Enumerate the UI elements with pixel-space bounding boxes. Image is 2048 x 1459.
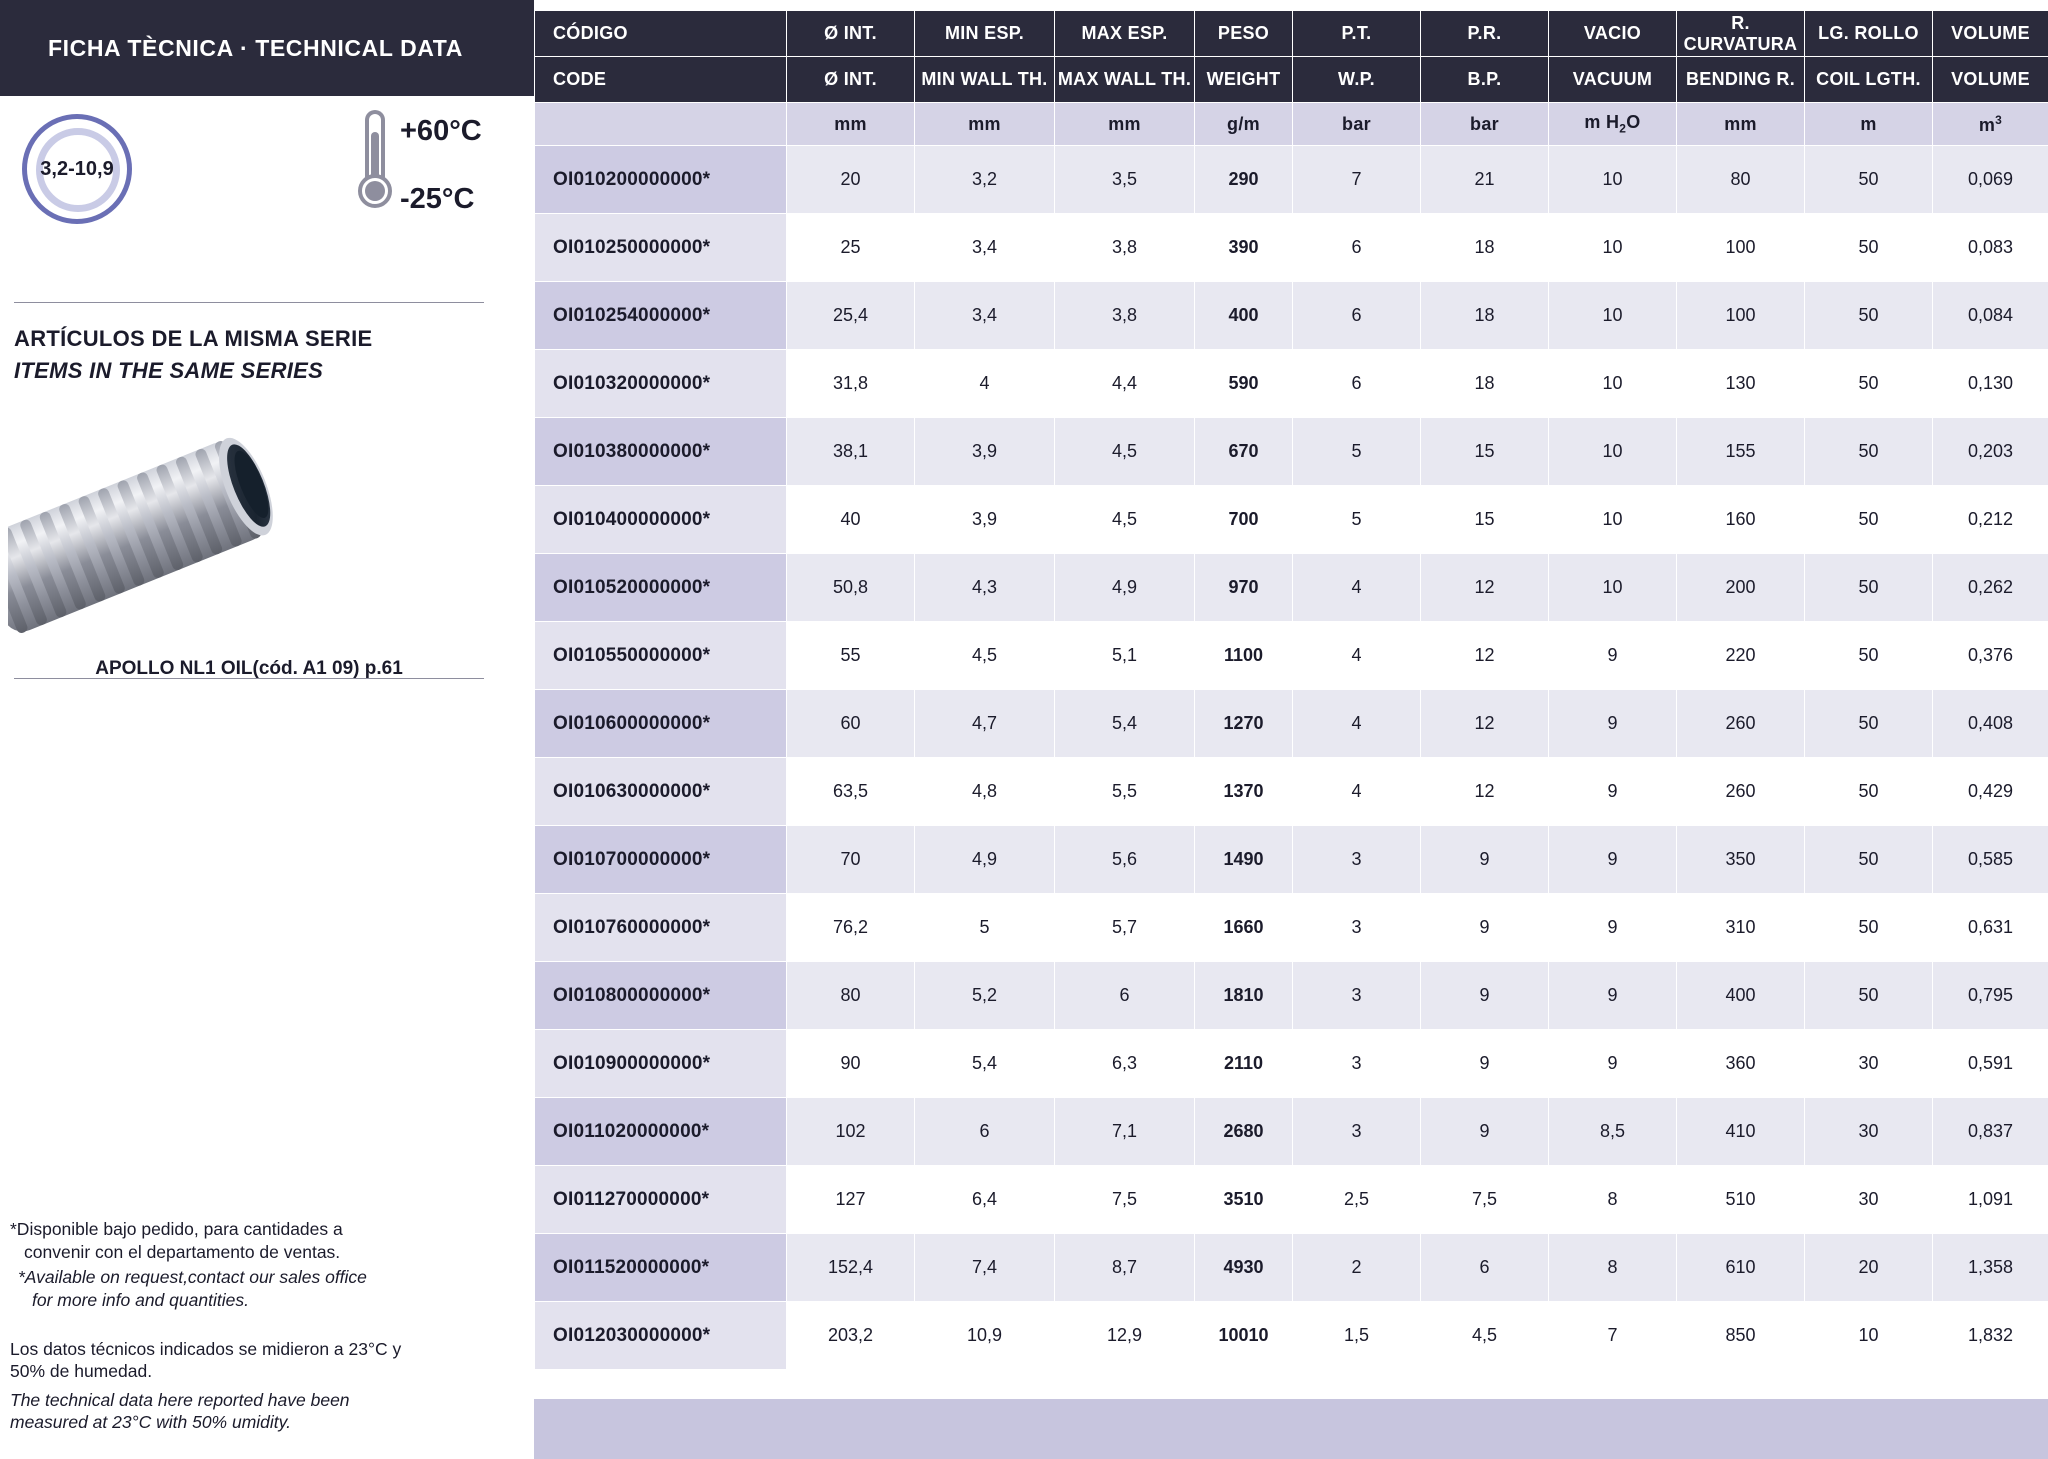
data-cell: 50 <box>1805 758 1933 826</box>
product-code-cell: OI010900000000* <box>535 1030 787 1098</box>
data-cell: 9 <box>1549 826 1677 894</box>
data-cell: 50 <box>1805 350 1933 418</box>
header-es-1: Ø INT. <box>787 11 915 57</box>
left-info-panel <box>0 0 534 1459</box>
data-cell: 0,837 <box>1933 1098 2048 1166</box>
data-cell: 50 <box>1805 622 1933 690</box>
table-row <box>535 282 2048 350</box>
data-cell: 1,358 <box>1933 1234 2048 1302</box>
data-cell: 2 <box>1293 1234 1421 1302</box>
data-cell: 4,7 <box>915 690 1055 758</box>
weight-cell: 290 <box>1195 146 1293 214</box>
data-cell: 25 <box>787 214 915 282</box>
unit-10: $m^3$ <box>1933 103 2048 146</box>
data-cell: 7 <box>1293 146 1421 214</box>
weight-cell: 590 <box>1195 350 1293 418</box>
data-cell: 9 <box>1421 1098 1549 1166</box>
data-cell: 5,7 <box>1055 894 1195 962</box>
data-cell: 260 <box>1677 690 1805 758</box>
data-cell: 3,5 <box>1055 146 1195 214</box>
data-cell: 63,5 <box>787 758 915 826</box>
product-code-cell: OI010600000000* <box>535 690 787 758</box>
data-cell: 5,6 <box>1055 826 1195 894</box>
data-cell: 5,4 <box>915 1030 1055 1098</box>
data-cell: 4,9 <box>1055 554 1195 622</box>
table-row <box>535 1166 2048 1234</box>
data-cell: 9 <box>1421 962 1549 1030</box>
data-cell: 20 <box>1805 1234 1933 1302</box>
product-code-cell: OI010800000000* <box>535 962 787 1030</box>
technical-data-table <box>534 10 2048 1370</box>
table-row <box>535 962 2048 1030</box>
data-cell: 15 <box>1421 418 1549 486</box>
data-cell: 0,408 <box>1933 690 2048 758</box>
data-cell: 4,8 <box>915 758 1055 826</box>
data-cell: 30 <box>1805 1030 1933 1098</box>
data-cell: 3 <box>1293 1098 1421 1166</box>
data-cell: 360 <box>1677 1030 1805 1098</box>
data-cell: 4,4 <box>1055 350 1195 418</box>
product-code-cell: OI011520000000* <box>535 1234 787 1302</box>
data-cell: 5,5 <box>1055 758 1195 826</box>
table-row <box>535 1098 2048 1166</box>
data-cell: 7 <box>1549 1302 1677 1370</box>
header-es-3: MAX ESP. <box>1055 11 1195 57</box>
header-es-8: R. CURVATURA <box>1677 11 1805 57</box>
series-heading-en: ITEMS IN THE SAME SERIES <box>14 358 324 383</box>
data-cell: 18 <box>1421 214 1549 282</box>
data-cell: 90 <box>787 1030 915 1098</box>
header-es-0: CÓDIGO <box>535 11 787 57</box>
header-es-5: P.T. <box>1293 11 1421 57</box>
weight-cell: 2680 <box>1195 1098 1293 1166</box>
data-cell: 12 <box>1421 690 1549 758</box>
data-cell: 10,9 <box>915 1302 1055 1370</box>
data-cell: 7,1 <box>1055 1098 1195 1166</box>
unit-4: g/m <box>1195 103 1293 146</box>
data-cell: 8,5 <box>1549 1098 1677 1166</box>
data-cell: 3,9 <box>915 486 1055 554</box>
data-cell: 9 <box>1421 1030 1549 1098</box>
data-cell: 8 <box>1549 1166 1677 1234</box>
temperature-min-label: -25°C <box>400 183 475 215</box>
weight-cell: 1370 <box>1195 758 1293 826</box>
data-cell: 9 <box>1549 690 1677 758</box>
table-body <box>535 146 2048 1370</box>
data-cell: 3 <box>1293 1030 1421 1098</box>
data-cell: 5 <box>915 894 1055 962</box>
data-cell: 10 <box>1549 486 1677 554</box>
data-cell: 6 <box>1293 214 1421 282</box>
data-cell: 4,5 <box>1055 418 1195 486</box>
data-cell: 4 <box>1293 554 1421 622</box>
technical-data-table-wrapper <box>534 0 2048 1459</box>
data-cell: 6 <box>1055 962 1195 1030</box>
data-cell: 50 <box>1805 282 1933 350</box>
data-cell: 50,8 <box>787 554 915 622</box>
data-cell: 6 <box>1293 350 1421 418</box>
data-cell: 15 <box>1421 486 1549 554</box>
data-cell: 7,5 <box>1421 1166 1549 1234</box>
measurement-note <box>10 1338 480 1434</box>
data-cell: 203,2 <box>787 1302 915 1370</box>
data-cell: 3,2 <box>915 146 1055 214</box>
header-row-es <box>535 11 2048 57</box>
weight-cell: 1270 <box>1195 690 1293 758</box>
product-code-cell: OI010400000000* <box>535 486 787 554</box>
data-cell: 152,4 <box>787 1234 915 1302</box>
header-es-6: P.R. <box>1421 11 1549 57</box>
header-en-0: CODE <box>535 57 787 103</box>
table-row <box>535 690 2048 758</box>
data-cell: 55 <box>787 622 915 690</box>
data-cell: 10 <box>1805 1302 1933 1370</box>
header-en-2: MIN WALL TH. <box>915 57 1055 103</box>
data-cell: 10 <box>1549 350 1677 418</box>
weight-cell: 670 <box>1195 418 1293 486</box>
data-cell: 3 <box>1293 962 1421 1030</box>
data-cell: 12 <box>1421 554 1549 622</box>
product-code-cell: OI010550000000* <box>535 622 787 690</box>
unit-3: mm <box>1055 103 1195 146</box>
data-cell: 30 <box>1805 1166 1933 1234</box>
data-cell: 2,5 <box>1293 1166 1421 1234</box>
weight-cell: 1660 <box>1195 894 1293 962</box>
divider-top <box>14 302 484 303</box>
header-en-10: VOLUME <box>1933 57 2048 103</box>
weight-cell: 3510 <box>1195 1166 1293 1234</box>
data-cell: 0,795 <box>1933 962 2048 1030</box>
product-code-cell: OI010700000000* <box>535 826 787 894</box>
series-heading-es: ARTÍCULOS DE LA MISMA SERIE <box>14 326 373 351</box>
data-cell: 0,203 <box>1933 418 2048 486</box>
data-cell: 9 <box>1549 962 1677 1030</box>
product-code-cell: OI010520000000* <box>535 554 787 622</box>
data-cell: 80 <box>787 962 915 1030</box>
data-cell: 9 <box>1549 622 1677 690</box>
data-cell: 76,2 <box>787 894 915 962</box>
spec-summary-row <box>0 96 534 236</box>
data-cell: 9 <box>1549 1030 1677 1098</box>
data-cell: 5,4 <box>1055 690 1195 758</box>
unit-7: m $H_2O$ <box>1549 103 1677 146</box>
data-cell: 155 <box>1677 418 1805 486</box>
table-row <box>535 622 2048 690</box>
data-cell: 50 <box>1805 894 1933 962</box>
data-cell: 3,8 <box>1055 282 1195 350</box>
product-code-cell: OI012030000000* <box>535 1302 787 1370</box>
data-cell: 3,8 <box>1055 214 1195 282</box>
product-code-cell: OI010254000000* <box>535 282 787 350</box>
header-en-5: W.P. <box>1293 57 1421 103</box>
availability-note-en-line2: for more info and quantities. <box>32 1290 249 1311</box>
weight-cell: 4930 <box>1195 1234 1293 1302</box>
measurement-note-es-line1: Los datos técnicos indicados se midieron a 23°C y <box>10 1339 402 1359</box>
data-cell: 0,130 <box>1933 350 2048 418</box>
data-cell: 10 <box>1549 554 1677 622</box>
weight-cell: 1100 <box>1195 622 1293 690</box>
data-cell: 50 <box>1805 554 1933 622</box>
data-cell: 25,4 <box>787 282 915 350</box>
data-cell: 7,4 <box>915 1234 1055 1302</box>
data-cell: 21 <box>1421 146 1549 214</box>
data-cell: 20 <box>787 146 915 214</box>
table-row <box>535 418 2048 486</box>
data-cell: 4,5 <box>915 622 1055 690</box>
data-cell: 0,083 <box>1933 214 2048 282</box>
data-cell: 4,5 <box>1421 1302 1549 1370</box>
data-cell: 310 <box>1677 894 1805 962</box>
data-cell: 3 <box>1293 826 1421 894</box>
data-cell: 410 <box>1677 1098 1805 1166</box>
data-cell: 220 <box>1677 622 1805 690</box>
table-row <box>535 350 2048 418</box>
series-caption: APOLLO NL1 OIL(cód. A1 09) p.61 <box>95 658 403 679</box>
product-code-cell: OI010380000000* <box>535 418 787 486</box>
table-row <box>535 1234 2048 1302</box>
data-cell: 6 <box>1421 1234 1549 1302</box>
data-cell: 0,084 <box>1933 282 2048 350</box>
page-title-bar <box>0 0 534 96</box>
data-cell: 6 <box>1293 282 1421 350</box>
availability-note <box>10 1218 480 1312</box>
table-row <box>535 214 2048 282</box>
data-cell: 0,591 <box>1933 1030 2048 1098</box>
data-cell: 3 <box>1293 894 1421 962</box>
data-cell: 3,9 <box>915 418 1055 486</box>
data-cell: 50 <box>1805 146 1933 214</box>
measurement-note-en-line2: measured at 23°C with 50% umidity. <box>10 1412 291 1433</box>
data-cell: 100 <box>1677 282 1805 350</box>
header-row-units <box>535 103 2048 146</box>
weight-cell: 970 <box>1195 554 1293 622</box>
temperature-max-label: +60°C <box>400 115 482 147</box>
header-en-7: VACUUM <box>1549 57 1677 103</box>
data-cell: 18 <box>1421 282 1549 350</box>
diameter-range-label: 3,2-10,9 <box>40 157 114 180</box>
weight-cell: 1490 <box>1195 826 1293 894</box>
header-es-4: PESO <box>1195 11 1293 57</box>
data-cell: 6 <box>915 1098 1055 1166</box>
data-cell: 50 <box>1805 418 1933 486</box>
data-cell: 160 <box>1677 486 1805 554</box>
weight-cell: 400 <box>1195 282 1293 350</box>
data-cell: 510 <box>1677 1166 1805 1234</box>
data-cell: 0,429 <box>1933 758 2048 826</box>
unit-5: bar <box>1293 103 1421 146</box>
data-cell: 50 <box>1805 826 1933 894</box>
data-cell: 10 <box>1549 214 1677 282</box>
weight-cell: 390 <box>1195 214 1293 282</box>
page-title: FICHA TÈCNICA · TECHNICAL DATA <box>48 34 463 61</box>
data-cell: 4 <box>915 350 1055 418</box>
table-row <box>535 1030 2048 1098</box>
data-cell: 60 <box>787 690 915 758</box>
data-cell: 130 <box>1677 350 1805 418</box>
data-cell: 4,3 <box>915 554 1055 622</box>
data-cell: 4 <box>1293 622 1421 690</box>
data-cell: 260 <box>1677 758 1805 826</box>
header-en-9: COIL LGTH. <box>1805 57 1933 103</box>
pipe-cross-section-icon <box>22 114 132 224</box>
data-cell: 4,9 <box>915 826 1055 894</box>
data-cell: 12,9 <box>1055 1302 1195 1370</box>
data-cell: 9 <box>1549 758 1677 826</box>
data-cell: 400 <box>1677 962 1805 1030</box>
data-cell: 4,5 <box>1055 486 1195 554</box>
product-code-cell: OI011020000000* <box>535 1098 787 1166</box>
data-cell: 6,4 <box>915 1166 1055 1234</box>
header-en-1: Ø INT. <box>787 57 915 103</box>
data-cell: 4 <box>1293 758 1421 826</box>
product-code-cell: OI010200000000* <box>535 146 787 214</box>
data-cell: 9 <box>1421 826 1549 894</box>
unit-8: mm <box>1677 103 1805 146</box>
data-cell: 10 <box>1549 418 1677 486</box>
header-en-4: WEIGHT <box>1195 57 1293 103</box>
data-cell: 0,631 <box>1933 894 2048 962</box>
table-row <box>535 146 2048 214</box>
data-cell: 0,376 <box>1933 622 2048 690</box>
data-cell: 1,091 <box>1933 1166 2048 1234</box>
unit-0 <box>535 103 787 146</box>
thermometer-icon <box>352 108 398 226</box>
data-cell: 10 <box>1549 146 1677 214</box>
data-cell: 0,069 <box>1933 146 2048 214</box>
data-cell: 12 <box>1421 622 1549 690</box>
data-cell: 5 <box>1293 486 1421 554</box>
product-code-cell: OI010250000000* <box>535 214 787 282</box>
header-es-9: LG. ROLLO <box>1805 11 1933 57</box>
data-cell: 5,1 <box>1055 622 1195 690</box>
product-code-cell: OI010760000000* <box>535 894 787 962</box>
data-cell: 8 <box>1549 1234 1677 1302</box>
data-cell: 6,3 <box>1055 1030 1195 1098</box>
data-cell: 0,212 <box>1933 486 2048 554</box>
data-cell: 1,832 <box>1933 1302 2048 1370</box>
unit-2: mm <box>915 103 1055 146</box>
data-cell: 50 <box>1805 690 1933 758</box>
measurement-note-es-line2: 50% de humedad. <box>10 1361 153 1382</box>
header-en-8: BENDING R. <box>1677 57 1805 103</box>
weight-cell: 10010 <box>1195 1302 1293 1370</box>
product-code-cell: OI011270000000* <box>535 1166 787 1234</box>
table-row <box>535 554 2048 622</box>
header-es-2: MIN ESP. <box>915 11 1055 57</box>
availability-note-es-line2: convenir con el departamento de ventas. <box>24 1242 341 1263</box>
table-row <box>535 486 2048 554</box>
table-row <box>535 758 2048 826</box>
weight-cell: 1810 <box>1195 962 1293 1030</box>
unit-1: mm <box>787 103 915 146</box>
header-en-3: MAX WALL TH. <box>1055 57 1195 103</box>
data-cell: 12 <box>1421 758 1549 826</box>
data-cell: 5,2 <box>915 962 1055 1030</box>
data-cell: 80 <box>1677 146 1805 214</box>
data-cell: 40 <box>787 486 915 554</box>
data-cell: 9 <box>1549 894 1677 962</box>
product-code-cell: OI010630000000* <box>535 758 787 826</box>
data-cell: 70 <box>787 826 915 894</box>
data-cell: 127 <box>787 1166 915 1234</box>
weight-cell: 700 <box>1195 486 1293 554</box>
data-cell: 4 <box>1293 690 1421 758</box>
data-cell: 610 <box>1677 1234 1805 1302</box>
data-cell: 38,1 <box>787 418 915 486</box>
availability-note-en-line1: *Available on request,contact our sales office <box>18 1267 367 1288</box>
data-cell: 50 <box>1805 486 1933 554</box>
product-code-cell: OI010320000000* <box>535 350 787 418</box>
data-cell: 10 <box>1549 282 1677 350</box>
availability-note-es-line1: *Disponible bajo pedido, para cantidades a <box>10 1219 343 1239</box>
data-cell: 100 <box>1677 214 1805 282</box>
data-cell: 3,4 <box>915 214 1055 282</box>
data-cell: 8,7 <box>1055 1234 1195 1302</box>
data-cell: 5 <box>1293 418 1421 486</box>
series-heading <box>14 326 514 384</box>
data-cell: 850 <box>1677 1302 1805 1370</box>
data-cell: 30 <box>1805 1098 1933 1166</box>
header-en-6: B.P. <box>1421 57 1549 103</box>
data-cell: 0,262 <box>1933 554 2048 622</box>
data-cell: 7,5 <box>1055 1166 1195 1234</box>
header-row-en <box>535 57 2048 103</box>
data-cell: 102 <box>787 1098 915 1166</box>
data-cell: 200 <box>1677 554 1805 622</box>
measurement-note-en-line1: The technical data here reported have been <box>10 1389 350 1410</box>
data-cell: 0,585 <box>1933 826 2048 894</box>
hose-illustration <box>8 404 308 636</box>
data-cell: 50 <box>1805 962 1933 1030</box>
data-cell: 3,4 <box>915 282 1055 350</box>
table-row <box>535 894 2048 962</box>
table-row <box>535 826 2048 894</box>
table-head <box>535 11 2048 146</box>
weight-cell: 2110 <box>1195 1030 1293 1098</box>
data-cell: 18 <box>1421 350 1549 418</box>
unit-6: bar <box>1421 103 1549 146</box>
data-cell: 31,8 <box>787 350 915 418</box>
data-cell: 9 <box>1421 894 1549 962</box>
data-cell: 1,5 <box>1293 1302 1421 1370</box>
data-cell: 350 <box>1677 826 1805 894</box>
header-es-7: VACIO <box>1549 11 1677 57</box>
unit-9: m <box>1805 103 1933 146</box>
header-es-10: VOLUME <box>1933 11 2048 57</box>
data-cell: 50 <box>1805 214 1933 282</box>
table-row <box>535 1302 2048 1370</box>
